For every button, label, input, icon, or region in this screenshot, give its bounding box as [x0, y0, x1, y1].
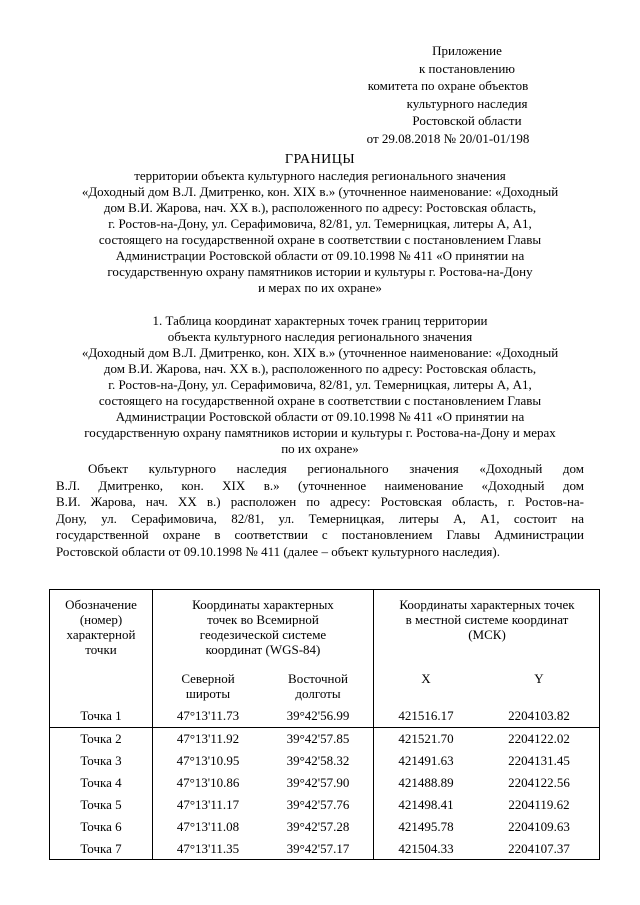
cell-point: Точка 7 [80, 841, 122, 856]
cell-x: 421498.41 [398, 797, 454, 812]
header-wgs [153, 597, 373, 657]
table-title-line: состоящего на государственной охране в соответствии с постановлением Главы [98, 393, 542, 408]
table-title-line: объекта культурного наследия регионального значения [167, 329, 473, 344]
approval-line: Ростовской области [412, 113, 522, 128]
cell-y: 2204122.56 [508, 775, 570, 790]
table-title-line: государственную охрану памятников истории и культуры г. Ростова-на-Дону и мерах [84, 425, 556, 440]
subtitle-line: государственную охрану памятников истории и культуры г. Ростова-на-Дону [107, 264, 533, 279]
cell-y: 2204131.45 [508, 753, 570, 768]
header-line: точки [85, 642, 117, 657]
cell-north: 47°13'11.35 [176, 841, 240, 856]
subtitle-line: дом В.И. Жарова, нач. XX в.), расположенного по адресу: Ростовская область, [103, 200, 537, 215]
cell-north: 47°13'11.08 [176, 819, 240, 834]
cell-x: 421521.70 [398, 731, 454, 746]
header-line: геодезической системе [199, 627, 327, 642]
paragraph-line: В.Л. Дмитренко, кон. XIX в.» (уточненное наименование «Доходный дом [56, 477, 584, 493]
cell-y: 2204119.62 [508, 797, 570, 812]
cell-east: 39°42'57.17 [286, 841, 350, 856]
cell-point: Точка 6 [80, 819, 122, 834]
paragraph-line: В.И. Жарова, нач. XX в.) расположен по адресу: Ростовская область, г. Ростов-на- [56, 494, 584, 509]
approval-stamp [352, 42, 582, 147]
header-line: Координаты характерных [192, 597, 334, 612]
subtitle-line: территории объекта культурного наследия регионального значения [134, 168, 506, 183]
cell-north: 47°13'11.17 [176, 797, 240, 812]
subheader-east [263, 671, 373, 701]
cell-east: 39°42'57.85 [286, 731, 350, 746]
header-line: широты [185, 686, 231, 701]
cell-x: 421516.17 [398, 708, 454, 723]
subheader-x: X [421, 671, 431, 686]
subheader-north [153, 671, 263, 701]
table-divider [49, 727, 600, 728]
subheader-y: Y [534, 671, 544, 686]
cell-y: 2204107.37 [508, 841, 570, 856]
table-title-line: по их охране» [281, 441, 359, 456]
cell-east: 39°42'56.99 [286, 708, 350, 723]
cell-east: 39°42'57.90 [286, 775, 350, 790]
paragraph-line: Объект культурного наследия регионального значения «Доходный дом [88, 461, 584, 476]
header-line: (номер) [79, 612, 123, 627]
header-line: точек во Всемирной [207, 612, 319, 627]
paragraph-line: Дону, ул. Серафимовича, 82/81, ул. Темерницкая, литеры А, А1, состоит на [56, 510, 584, 526]
table-title-line: «Доходный дом В.Л. Дмитренко, кон. XIX в.» (уточненное наименование: «Доходный [81, 345, 559, 360]
header-line: Восточной [288, 671, 348, 686]
approval-line: комитета по охране объектов [367, 78, 529, 93]
header-msk [374, 597, 600, 642]
header-line: Северной [181, 671, 235, 686]
document-title: ГРАНИЦЫ [284, 152, 356, 167]
paragraph-line: Ростовской области от 09.10.1998 № 411 (далее – объект культурного наследия). [56, 543, 500, 559]
cell-east: 39°42'57.28 [286, 819, 350, 834]
header-line: Обозначение [65, 597, 137, 612]
table-title-line: г. Ростов-на-Дону, ул. Серафимовича, 82/81, ул. Темерницкая, литеры А, А1, [108, 377, 532, 392]
subtitle-line: «Доходный дом В.Л. Дмитренко, кон. XIX в.» (уточненное наименование: «Доходный [81, 184, 559, 199]
table-title-line: дом В.И. Жарова, нач. XX в.), расположенного по адресу: Ростовская область, [103, 361, 537, 376]
cell-y: 2204109.63 [508, 819, 570, 834]
cell-north: 47°13'10.86 [176, 775, 240, 790]
cell-north: 47°13'11.92 [176, 731, 240, 746]
table-title-line: Администрации Ростовской области от 09.10.1998 № 411 «О принятии на [115, 409, 525, 424]
cell-x: 421488.89 [398, 775, 454, 790]
approval-line: Приложение [432, 43, 502, 58]
cell-x: 421491.63 [398, 753, 454, 768]
document-subtitle [52, 168, 588, 296]
cell-y: 2204122.02 [508, 731, 570, 746]
table-title [52, 313, 588, 457]
cell-point: Точка 1 [80, 708, 122, 723]
cell-x: 421495.78 [398, 819, 454, 834]
cell-point: Точка 2 [80, 731, 122, 746]
cell-y: 2204103.82 [508, 708, 570, 723]
header-point [50, 597, 152, 657]
approval-line: к постановлению [418, 60, 516, 76]
subtitle-line: состоящего на государственной охране в соответствии с постановлением Главы [98, 232, 542, 247]
cell-x: 421504.33 [398, 841, 454, 856]
header-line: (МСК) [468, 627, 506, 642]
table-title-line: 1. Таблица координат характерных точек границ территории [152, 313, 488, 328]
header-line: долготы [295, 686, 341, 701]
subtitle-line: Администрации Ростовской области от 09.10.1998 № 411 «О принятии на [115, 248, 525, 263]
header-line: характерной [66, 627, 136, 642]
cell-point: Точка 3 [80, 753, 122, 768]
cell-point: Точка 4 [80, 775, 122, 790]
subtitle-line: и мерах по их охране» [258, 280, 382, 295]
header-line: Координаты характерных точек [399, 597, 575, 612]
approval-line: от 29.08.2018 № 20/01-01/198 [366, 130, 530, 146]
subtitle-line: г. Ростов-на-Дону, ул. Серафимовича, 82/81, ул. Темерницкая, литеры А, А1, [108, 216, 532, 231]
paragraph-line: государственной охране в соответствии с постановлением Главы Администрации [56, 527, 584, 542]
cell-north: 47°13'11.73 [176, 708, 240, 723]
description-paragraph [56, 461, 584, 560]
cell-east: 39°42'58.32 [286, 753, 350, 768]
cell-north: 47°13'10.95 [176, 753, 240, 768]
cell-point: Точка 5 [80, 797, 122, 812]
header-line: координат (WGS-84) [205, 642, 321, 657]
header-line: в местной системе координат [405, 612, 569, 627]
cell-east: 39°42'57.76 [286, 797, 350, 812]
approval-line: культурного наследия [406, 95, 528, 111]
